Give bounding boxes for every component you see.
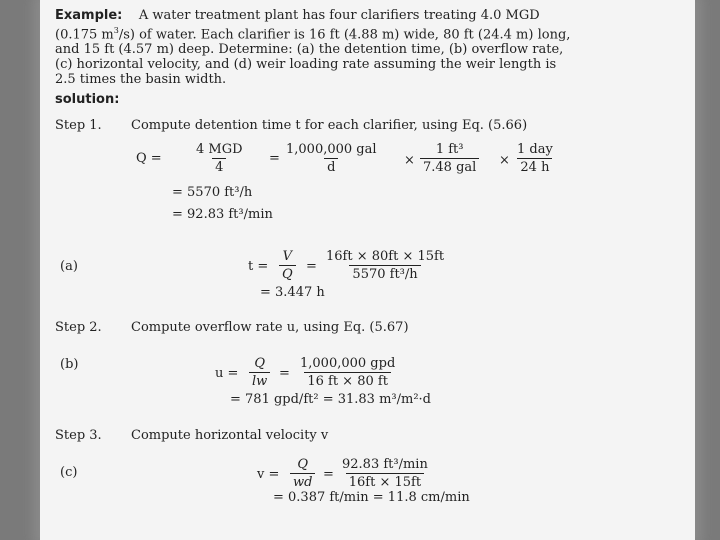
example-line-3: and 15 ft (4.57 m) deep. Determine: (a) the detention time, (b) overflow rate,: [55, 42, 564, 58]
step1-frac-2-num: 1,000,000 gal: [286, 142, 377, 157]
step1-frac-2: [283, 142, 380, 175]
step1-frac-3-num: 1 ft³: [435, 142, 464, 157]
velocity-frac-1-den: wd: [290, 473, 315, 490]
textbook-page: [40, 0, 695, 540]
step1-eq-times-1: ×: [404, 153, 415, 168]
example-line-2-sup: 3: [113, 26, 119, 35]
overflow-eq-lhs: u =: [215, 366, 239, 381]
step1-eq-equals: =: [269, 151, 280, 166]
step1-frac-3-den: 7.48 gal: [420, 158, 479, 175]
step2-label: Step 2.: [55, 320, 102, 335]
overflow-result: = 781 gpd/ft² = 31.83 m³/m²·d: [230, 392, 431, 407]
detention-eq-lhs: t =: [248, 259, 269, 274]
step1-frac-1-num: 4 MGD: [196, 142, 243, 157]
step1-text: Compute detention time t for each clarifier, using Eq. (5.66): [131, 118, 528, 133]
example-line-1: A water treatment plant has four clarifiers treating 4.0 MGD: [138, 8, 540, 23]
step1-frac-1: [193, 142, 246, 175]
detention-eq-equals: =: [306, 259, 317, 274]
overflow-frac-1: [249, 356, 270, 389]
step1-frac-3: [420, 142, 479, 175]
overflow-frac-2-den: 16 ft × 80 ft: [304, 372, 391, 389]
example-line-4: (c) horizontal velocity, and (d) weir loading rate assuming the weir length is: [55, 57, 557, 73]
example-line-2a: (0.175 m: [55, 27, 114, 43]
step1-frac-4: [514, 142, 556, 175]
step3-text: Compute horizontal velocity v: [131, 428, 329, 443]
step3-label: Step 3.: [55, 428, 102, 443]
overflow-frac-1-num: Q: [254, 356, 265, 371]
example-paragraph: [55, 8, 695, 87]
overflow-eq-equals: =: [279, 366, 290, 381]
step1-frac-1-den: 4: [212, 158, 226, 175]
overflow-frac-2: [297, 356, 398, 389]
step1-frac-4-den: 24 h: [517, 158, 552, 175]
step1-frac-4-num: 1 day: [517, 142, 553, 157]
detention-frac-2-den: 5570 ft³/h: [349, 265, 420, 282]
overflow-frac-1-den: lw: [249, 372, 270, 389]
velocity-frac-2: [339, 457, 431, 490]
step1-label: Step 1.: [55, 118, 102, 133]
detention-frac-2-num: 16ft × 80ft × 15ft: [326, 249, 445, 264]
velocity-frac-1: [290, 457, 315, 490]
example-label: Example:: [55, 8, 123, 23]
example-line-2b: /s) of water. Each clarifier is 16 ft (4.88 m) wide, 80 ft (24.4 m) long,: [118, 27, 571, 43]
step1-eq-lhs: Q =: [136, 151, 162, 166]
detention-frac-2: [323, 249, 447, 282]
velocity-eq-lhs: v =: [257, 467, 280, 482]
overflow-frac-2-num: 1,000,000 gpd: [300, 356, 396, 371]
example-line-5: 2.5 times the basin width.: [55, 72, 227, 88]
detention-result: = 3.447 h: [260, 285, 325, 300]
part-c-label: (c): [60, 465, 78, 480]
step1-frac-2-den: d: [324, 158, 338, 175]
detention-frac-1-num: V: [282, 249, 293, 264]
part-b-label: (b): [60, 357, 79, 372]
velocity-frac-2-num: 92.83 ft³/min: [342, 457, 428, 472]
step1-result-1: = 5570 ft³/h: [172, 185, 253, 200]
step1-eq-times-2: ×: [499, 153, 510, 168]
solution-label: solution:: [55, 92, 120, 107]
step2-text: Compute overflow rate u, using Eq. (5.67): [131, 320, 409, 335]
velocity-frac-1-num: Q: [297, 457, 309, 472]
step1-result-2: = 92.83 ft³/min: [172, 207, 273, 222]
detention-frac-1-den: Q: [279, 265, 296, 282]
part-a-label: (a): [60, 259, 78, 274]
velocity-result: = 0.387 ft/min = 11.8 cm/min: [273, 490, 470, 505]
velocity-eq-equals: =: [323, 467, 334, 482]
velocity-frac-2-den: 16ft × 15ft: [346, 473, 424, 490]
detention-frac-1: [279, 249, 296, 282]
